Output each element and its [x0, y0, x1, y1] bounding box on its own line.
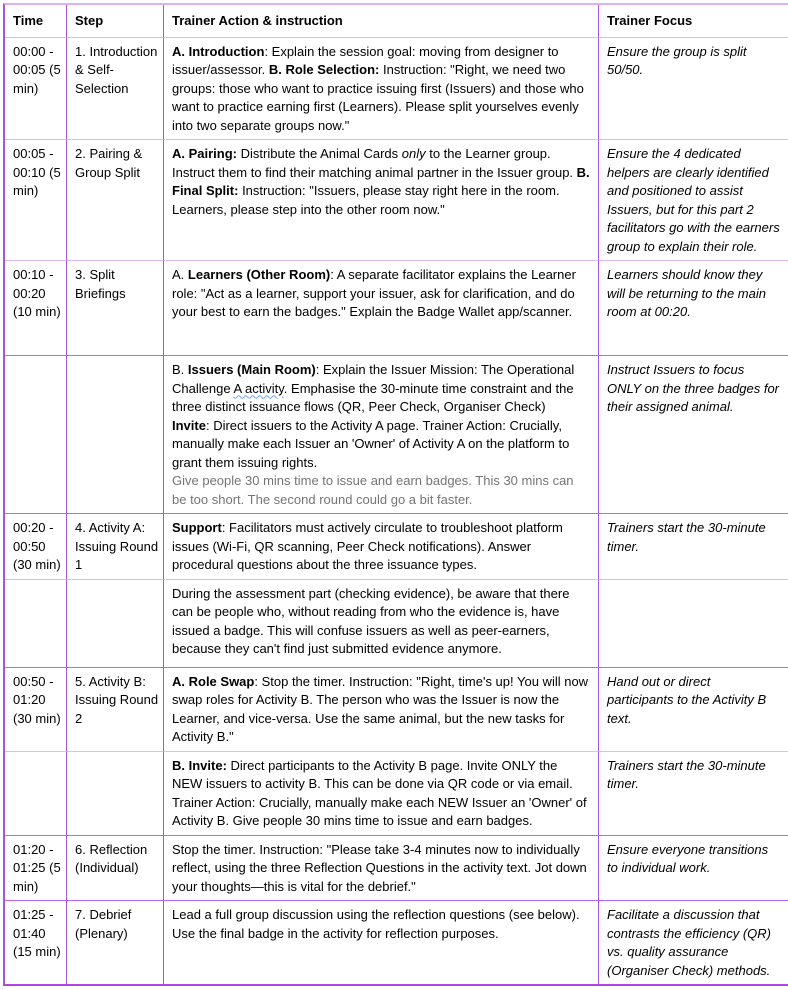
- action-paragraph: A. Learners (Other Room): A separate facilitator explains the Learner role: "Act as a learner, support your issuer, ask for clarification, and do your best to earn the badges." Explain the Badge Wallet app/scanner.: [172, 267, 576, 319]
- time-cell: 00:05 - 00:10 (5 min): [5, 139, 67, 260]
- step-cell: [67, 355, 164, 513]
- trainer-focus-cell: Ensure the 4 dedicated helpers are clearly identified and positioned to assist Issuers, but for this part 2 facilitators go with the earners group to explain their role.: [599, 139, 788, 260]
- trainer-action-cell: [164, 835, 599, 901]
- time-cell: [5, 355, 67, 513]
- time-cell: 01:25 - 01:40 (15 min): [5, 900, 67, 984]
- time-cell: 00:00 - 00:05 (5 min): [5, 37, 67, 140]
- table-row: [5, 667, 788, 751]
- action-paragraph: B. Issuers (Main Room): Explain the Issuer Mission: The Operational Challenge A activity. Emphasise the 30-minute time constraint and the three distinct issuance flows (QR, Peer Check, Organiser Check): [172, 362, 575, 414]
- trainer-focus-cell: Facilitate a discussion that contrasts the efficiency (QR) vs. quality assurance (Organiser Check) methods.: [599, 900, 788, 984]
- trainer-action-cell: [164, 260, 599, 355]
- trainer-action-cell: [164, 355, 599, 513]
- action-paragraph: Support: Facilitators must actively circulate to troubleshoot platform issues (Wi-Fi, QR scanning, Peer Check notifications). Answer procedural questions about the three issuance types.: [172, 520, 563, 572]
- step-cell: 6. Reflection (Individual): [67, 835, 164, 901]
- table-row: [5, 579, 788, 667]
- step-cell: [67, 579, 164, 667]
- header-time: Time: [5, 5, 67, 37]
- action-paragraph: Stop the timer. Instruction: "Please take 3-4 minutes now to individually reflect, using the three Reflection Questions in the activity text. Jot down your thoughts—this is vital for the debrief.": [172, 841, 587, 894]
- step-cell: [67, 751, 164, 835]
- trainer-action-cell: [164, 751, 599, 835]
- table-row: [5, 751, 788, 835]
- trainer-action-cell: [164, 139, 599, 260]
- table-row: [5, 37, 788, 140]
- time-cell: 00:20 - 00:50 (30 min): [5, 513, 67, 579]
- table-row: [5, 139, 788, 260]
- action-paragraph: Lead a full group discussion using the reflection questions (see below). Use the final badge in the activity for reflection purposes.: [172, 907, 580, 941]
- action-paragraph: A. Introduction: Explain the session goal: moving from designer to issuer/assessor. B. Role Selection: Instruction: "Right, we need two groups: those who want to practice issuing first (Issuers) and those who want to practice earning first (Learners). Please split yourselves evenly into two separate groups now.": [172, 43, 584, 133]
- time-cell: 00:10 - 00:20 (10 min): [5, 260, 67, 355]
- training-schedule-table: [3, 3, 788, 986]
- step-cell: 4. Activity A: Issuing Round 1: [67, 513, 164, 579]
- table-row: [5, 260, 788, 355]
- trainer-focus-cell: Instruct Issuers to focus ONLY on the three badges for their assigned animal.: [599, 355, 788, 513]
- table-row: [5, 900, 788, 984]
- trainer-focus-cell: Trainers start the 30-minute timer.: [599, 751, 788, 835]
- table-row: [5, 835, 788, 901]
- table-row: [5, 355, 788, 513]
- trainer-action-cell: [164, 579, 599, 667]
- header-trainer-focus: Trainer Focus: [607, 13, 693, 28]
- time-cell: 00:50 - 01:20 (30 min): [5, 667, 67, 751]
- table-row: [5, 513, 788, 579]
- action-paragraph: A. Role Swap: Stop the timer. Instruction: "Right, time's up! You will now swap roles for Activity B. The person who was the Issuer is now the Learner, and vice-versa. Use the same animal, but the new tasks for Activity B.": [172, 673, 589, 744]
- trainer-action-cell: [164, 667, 599, 751]
- trainer-focus-cell: [599, 579, 788, 667]
- action-paragraph: Invite: Direct issuers to the Activity A page. Trainer Action: Crucially, manually make each Issuer an 'Owner' of Activity A on the platform to grant them issuing rights.: [172, 417, 570, 470]
- trainer-focus-cell: Ensure everyone transitions to individual work.: [599, 835, 788, 901]
- step-cell: 1. Introduction & Self-Selection: [67, 37, 164, 140]
- step-cell: 2. Pairing & Group Split: [67, 139, 164, 260]
- action-paragraph: A. Pairing: Distribute the Animal Cards only to the Learner group. Instruct them to find their matching animal partner in the Issuer group. B. Final Split: Instruction: "Issuers, please stay right here in the room. Learners, please step into the other room now.": [172, 146, 590, 217]
- action-paragraph: During the assessment part (checking evidence), be aware that there can be people who, without reading from who the evidence is, have issued a badge. This will confuse issuers as well as peer-earners, because they can't find just submitted evidence anymore.: [172, 585, 570, 656]
- action-paragraph: B. Invite: Direct participants to the Activity B page. Invite ONLY the NEW issuers to activity B. This can be done via QR code or via email. Trainer Action: Crucially, manually make each NEW Issuer an 'Owner' of Activity B. Give people 30 mins time to issue and earn badges.: [172, 757, 587, 828]
- trainer-focus-cell: Ensure the group is split 50/50.: [599, 37, 788, 140]
- trainer-action-cell: [164, 900, 599, 984]
- header-step: Step: [67, 5, 164, 37]
- header-trainer-action: Trainer Action & instruction: [164, 5, 599, 37]
- trainer-action-cell: [164, 37, 599, 140]
- time-cell: [5, 751, 67, 835]
- action-paragraph: Give people 30 mins time to issue and earn badges. This 30 mins can be too short. The second round could go a bit faster.: [172, 473, 574, 507]
- step-cell: 7. Debrief (Plenary): [67, 900, 164, 984]
- header-row: [5, 5, 788, 37]
- step-cell: 5. Activity B: Issuing Round 2: [67, 667, 164, 751]
- trainer-action-cell: [164, 513, 599, 579]
- time-cell: [5, 579, 67, 667]
- trainer-focus-cell: Learners should know they will be returning to the main room at 00:20.: [599, 260, 788, 355]
- trainer-focus-cell: Trainers start the 30-minute timer.: [599, 513, 788, 579]
- time-cell: 01:20 - 01:25 (5 min): [5, 835, 67, 901]
- step-cell: 3. Split Briefings: [67, 260, 164, 355]
- trainer-focus-cell: Hand out or direct participants to the Activity B text.: [599, 667, 788, 751]
